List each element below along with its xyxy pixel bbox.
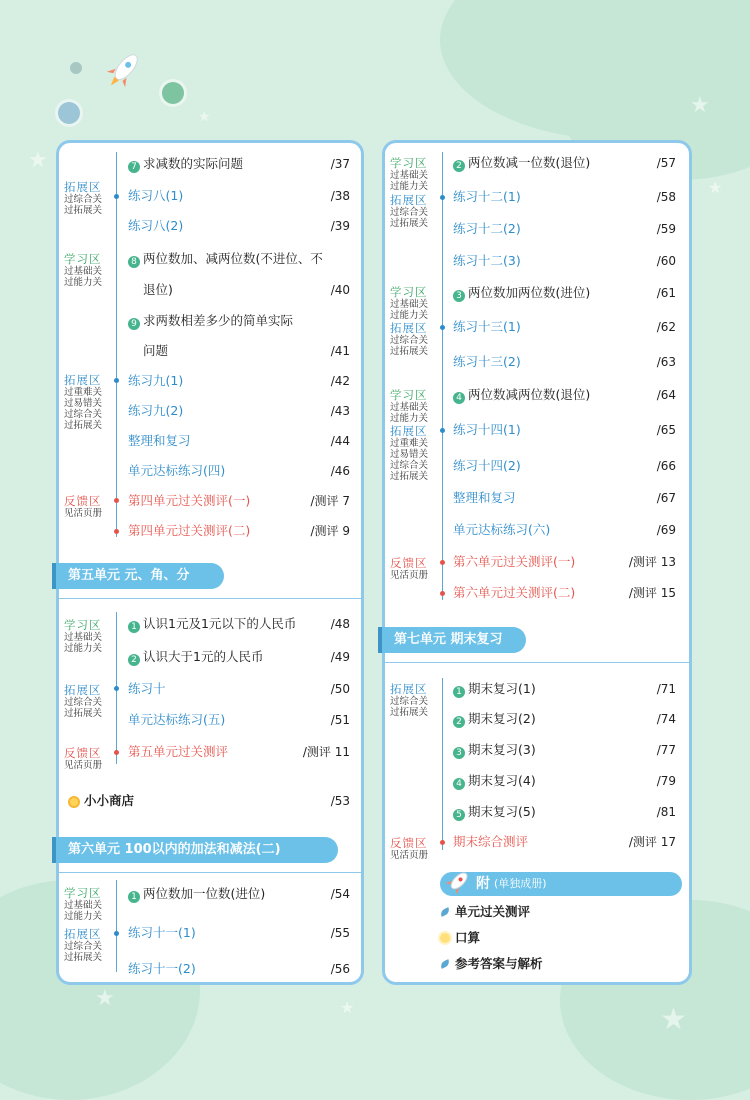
lightbulb-icon xyxy=(440,933,450,943)
page-number: /38 xyxy=(330,189,350,203)
timeline-dot xyxy=(114,931,119,936)
zone-label: 拓展区 过综合关 过拓展关 xyxy=(64,927,103,963)
toc-entry[interactable]: 练习十一(2) /56 xyxy=(128,957,350,981)
page-number: /44 xyxy=(330,434,350,448)
leaf-icon xyxy=(439,959,451,969)
appendix-title: 附 xyxy=(476,876,490,892)
toc-entry[interactable]: 1 两位数加一位数(进位) /54 xyxy=(128,882,350,906)
toc-entry[interactable]: 练习十 /50 xyxy=(128,677,350,701)
zone-label: 拓展区 过综合关 过拓展关 xyxy=(390,682,429,718)
page-number: /50 xyxy=(330,682,350,696)
page-number: /56 xyxy=(330,962,350,976)
toc-entry[interactable]: 单元达标练习(四) /46 xyxy=(128,459,350,483)
timeline-line xyxy=(116,152,117,537)
toc-entry[interactable]: 2 两位数减一位数(退位) /57 xyxy=(453,151,676,175)
page-number: /37 xyxy=(330,157,350,171)
appendix-item[interactable]: 参考答案与解析 xyxy=(440,952,670,976)
timeline-dot xyxy=(114,378,119,383)
page-number: /49 xyxy=(330,650,350,664)
zone-name: 拓展区 xyxy=(64,180,102,194)
toc-entry[interactable]: 5 期末复习(5) /81 xyxy=(453,800,676,824)
toc-entry[interactable]: 练习十四(1) /65 xyxy=(453,418,676,442)
page-number: /39 xyxy=(330,219,350,233)
toc-entry[interactable]: 4 两位数减两位数(退位) /64 xyxy=(453,383,676,407)
zone-label: 学习区 过基础关 过能力关 xyxy=(390,388,429,424)
timeline-dot xyxy=(114,686,119,691)
zone-name: 拓展区 xyxy=(390,321,428,335)
page-number: /77 xyxy=(656,743,676,757)
page-number: /测评 13 xyxy=(628,555,676,569)
page-number: /40 xyxy=(330,283,350,297)
toc-entry[interactable]: 练习十一(1) /55 xyxy=(128,921,350,945)
page-number: /42 xyxy=(330,374,350,388)
toc-entry[interactable]: 第五单元过关测评 /测评 11 xyxy=(128,740,350,764)
timeline-dot xyxy=(114,750,119,755)
zone-label: 学习区 过基础关 过能力关 xyxy=(390,156,429,192)
star-icon: ★ xyxy=(28,148,48,173)
star-icon: ★ xyxy=(708,178,723,197)
page-number: /60 xyxy=(656,254,676,268)
toc-entry[interactable]: 第四单元过关测评(二) /测评 9 xyxy=(128,519,350,543)
planet-icon xyxy=(58,102,80,124)
page-number: /测评 9 xyxy=(310,524,350,538)
zone-label: 学习区 过基础关 过能力关 xyxy=(64,618,103,654)
timeline-dot xyxy=(440,325,445,330)
divider xyxy=(59,598,361,599)
page-number: /测评 11 xyxy=(302,745,350,759)
unit-banner: 第六单元 100以内的加法和减法(二) xyxy=(56,837,338,863)
leaf-icon xyxy=(439,907,451,917)
toc-entry[interactable]: 练习十三(1) /62 xyxy=(453,315,676,339)
page-number: /测评 15 xyxy=(628,586,676,600)
divider xyxy=(59,872,361,873)
zone-name: 学习区 xyxy=(64,618,102,632)
timeline-dot xyxy=(114,498,119,503)
timeline-dot xyxy=(440,840,445,845)
zone-name: 拓展区 xyxy=(390,424,428,438)
toc-entry[interactable]: 练习九(2) /43 xyxy=(128,399,350,423)
star-icon: ★ xyxy=(198,109,211,125)
page-number: /64 xyxy=(656,388,676,402)
page-number: /81 xyxy=(656,805,676,819)
appendix-note: (单独成册) xyxy=(494,877,547,890)
page-number: /48 xyxy=(330,617,350,631)
unit-banner: 第五单元 元、角、分 xyxy=(56,563,224,589)
appendix-banner xyxy=(440,872,682,896)
planet-icon xyxy=(162,82,184,104)
toc-entry[interactable]: 8 两位数加、减两位数(不进位、不 xyxy=(128,247,350,271)
zone-label: 拓展区 过综合关 过拓展关 xyxy=(390,321,429,357)
toc-entry[interactable]: 9 求两数相差多少的简单实际 xyxy=(128,309,350,333)
toc-entry[interactable]: 3 期末复习(3) /77 xyxy=(453,738,676,762)
page-number: /59 xyxy=(656,222,676,236)
appendix-item[interactable]: 单元过关测评 xyxy=(440,900,670,924)
zone-label: 拓展区 过综合关 过拓展关 xyxy=(64,180,103,216)
page-number: /54 xyxy=(330,887,350,901)
toc-entry[interactable]: 第六单元过关测评(二) /测评 15 xyxy=(453,581,676,605)
unit-banner: 第七单元 期末复习 xyxy=(382,627,526,653)
toc-entry[interactable]: 1 认识1元及1元以下的人民币 /48 xyxy=(128,612,350,636)
toc-entry[interactable]: 练习十二(2) /59 xyxy=(453,217,676,241)
page-number: /67 xyxy=(656,491,676,505)
zone-label: 拓展区 过重难关 过易错关 过综合关 过拓展关 xyxy=(64,373,103,431)
zone-name: 学习区 xyxy=(64,886,102,900)
divider xyxy=(385,662,689,663)
zone-name: 拓展区 xyxy=(64,927,102,941)
zone-name: 学习区 xyxy=(64,252,102,266)
toc-entry[interactable]: 第六单元过关测评(一) /测评 13 xyxy=(453,550,676,574)
toc-entry[interactable]: 4 期末复习(4) /79 xyxy=(453,769,676,793)
page-number: /53 xyxy=(330,794,350,808)
toc-entry[interactable]: 练习十四(2) /66 xyxy=(453,454,676,478)
appendix-item[interactable]: 口算 xyxy=(440,926,670,950)
toc-entry[interactable]: 练习十二(1) /58 xyxy=(453,185,676,209)
zone-name: 拓展区 xyxy=(390,193,428,207)
zone-label: 学习区 过基础关 过能力关 xyxy=(64,886,103,922)
page-number: /71 xyxy=(656,682,676,696)
page-number: /69 xyxy=(656,523,676,537)
toc-entry[interactable]: 单元达标练习(六) /69 xyxy=(453,518,676,542)
timeline-dot xyxy=(440,428,445,433)
toc-entry[interactable]: 期末综合测评 /测评 17 xyxy=(453,830,676,854)
zone-label: 反馈区 见活页册 xyxy=(64,494,103,519)
page-number: /55 xyxy=(330,926,350,940)
toc-entry[interactable]: 1 期末复习(1) /71 xyxy=(453,677,676,701)
toc-entry[interactable]: 练习八(1) /38 xyxy=(128,184,350,208)
planet-icon xyxy=(70,62,82,74)
page-number: /41 xyxy=(330,344,350,358)
zone-name: 拓展区 xyxy=(64,373,102,387)
toc-entry[interactable]: 3 两位数加两位数(进位) /61 xyxy=(453,281,676,305)
page-number: /测评 7 xyxy=(310,494,350,508)
zone-label: 反馈区 见活页册 xyxy=(390,556,429,581)
toc-entry[interactable]: 2 认识大于1元的人民币 /49 xyxy=(128,645,350,669)
zone-label: 学习区 过基础关 过能力关 xyxy=(390,285,429,321)
rocket-icon xyxy=(100,48,146,94)
toc-entry[interactable]: 练习十三(2) /63 xyxy=(453,350,676,374)
timeline-dot xyxy=(440,560,445,565)
zone-name: 反馈区 xyxy=(64,494,102,508)
star-icon: ★ xyxy=(95,986,115,1011)
page-number: /61 xyxy=(656,286,676,300)
zone-label: 拓展区 过重难关 过易错关 过综合关 过拓展关 xyxy=(390,424,429,482)
toc-entry[interactable]: 2 期末复习(2) /74 xyxy=(453,707,676,731)
star-icon: ★ xyxy=(660,1002,687,1037)
timeline-dot xyxy=(114,529,119,534)
timeline-dot xyxy=(114,194,119,199)
zone-label: 学习区 过基础关 过能力关 xyxy=(64,252,103,288)
zone-name: 学习区 xyxy=(390,285,428,299)
toc-entry[interactable]: 第四单元过关测评(一) /测评 7 xyxy=(128,489,350,513)
page-number: /63 xyxy=(656,355,676,369)
page-number: /测评 17 xyxy=(628,835,676,849)
zone-label: 反馈区 见活页册 xyxy=(390,836,429,861)
page-number: /65 xyxy=(656,423,676,437)
timeline-dot xyxy=(440,591,445,596)
toc-entry[interactable]: 练习八(2) /39 xyxy=(128,214,350,238)
page-number: /66 xyxy=(656,459,676,473)
timeline-dot xyxy=(440,195,445,200)
star-icon: ★ xyxy=(690,93,710,118)
toc-entry[interactable]: 单元达标练习(五) /51 xyxy=(128,708,350,732)
toc-entry[interactable]: 整理和复习 /44 xyxy=(128,429,350,453)
toc-entry[interactable]: 问题 /41 xyxy=(143,339,350,363)
timeline-line xyxy=(442,152,443,600)
zone-name: 学习区 xyxy=(390,156,428,170)
sun-icon xyxy=(68,796,80,808)
rocket-icon xyxy=(442,868,472,898)
timeline-line xyxy=(116,880,117,972)
toc-entry[interactable]: 整理和复习 /67 xyxy=(453,486,676,510)
star-icon: ★ xyxy=(340,998,355,1017)
zone-name: 学习区 xyxy=(390,388,428,402)
page-number: /51 xyxy=(330,713,350,727)
page-number: /74 xyxy=(656,712,676,726)
page-number: /57 xyxy=(656,156,676,170)
zone-name: 拓展区 xyxy=(390,682,428,696)
zone-name: 反馈区 xyxy=(390,836,428,850)
timeline-line xyxy=(442,678,443,850)
toc-entry[interactable]: 7 求减数的实际问题 /37 xyxy=(128,152,350,176)
page-number: /46 xyxy=(330,464,350,478)
toc-entry[interactable]: 练习九(1) /42 xyxy=(128,369,350,393)
toc-entry[interactable]: 练习十二(3) /60 xyxy=(453,249,676,273)
zone-name: 反馈区 xyxy=(390,556,428,570)
zone-name: 拓展区 xyxy=(64,683,102,697)
zone-name: 反馈区 xyxy=(64,746,102,760)
page-number: /79 xyxy=(656,774,676,788)
zone-label: 拓展区 过综合关 过拓展关 xyxy=(64,683,103,719)
toc-entry[interactable]: 小小商店 /53 xyxy=(68,789,350,813)
zone-label: 反馈区 见活页册 xyxy=(64,746,103,771)
page-number: /58 xyxy=(656,190,676,204)
toc-entry[interactable]: 退位) /40 xyxy=(143,278,350,302)
zone-label: 拓展区 过综合关 过拓展关 xyxy=(390,193,429,229)
page-number: /43 xyxy=(330,404,350,418)
page-number: /62 xyxy=(656,320,676,334)
